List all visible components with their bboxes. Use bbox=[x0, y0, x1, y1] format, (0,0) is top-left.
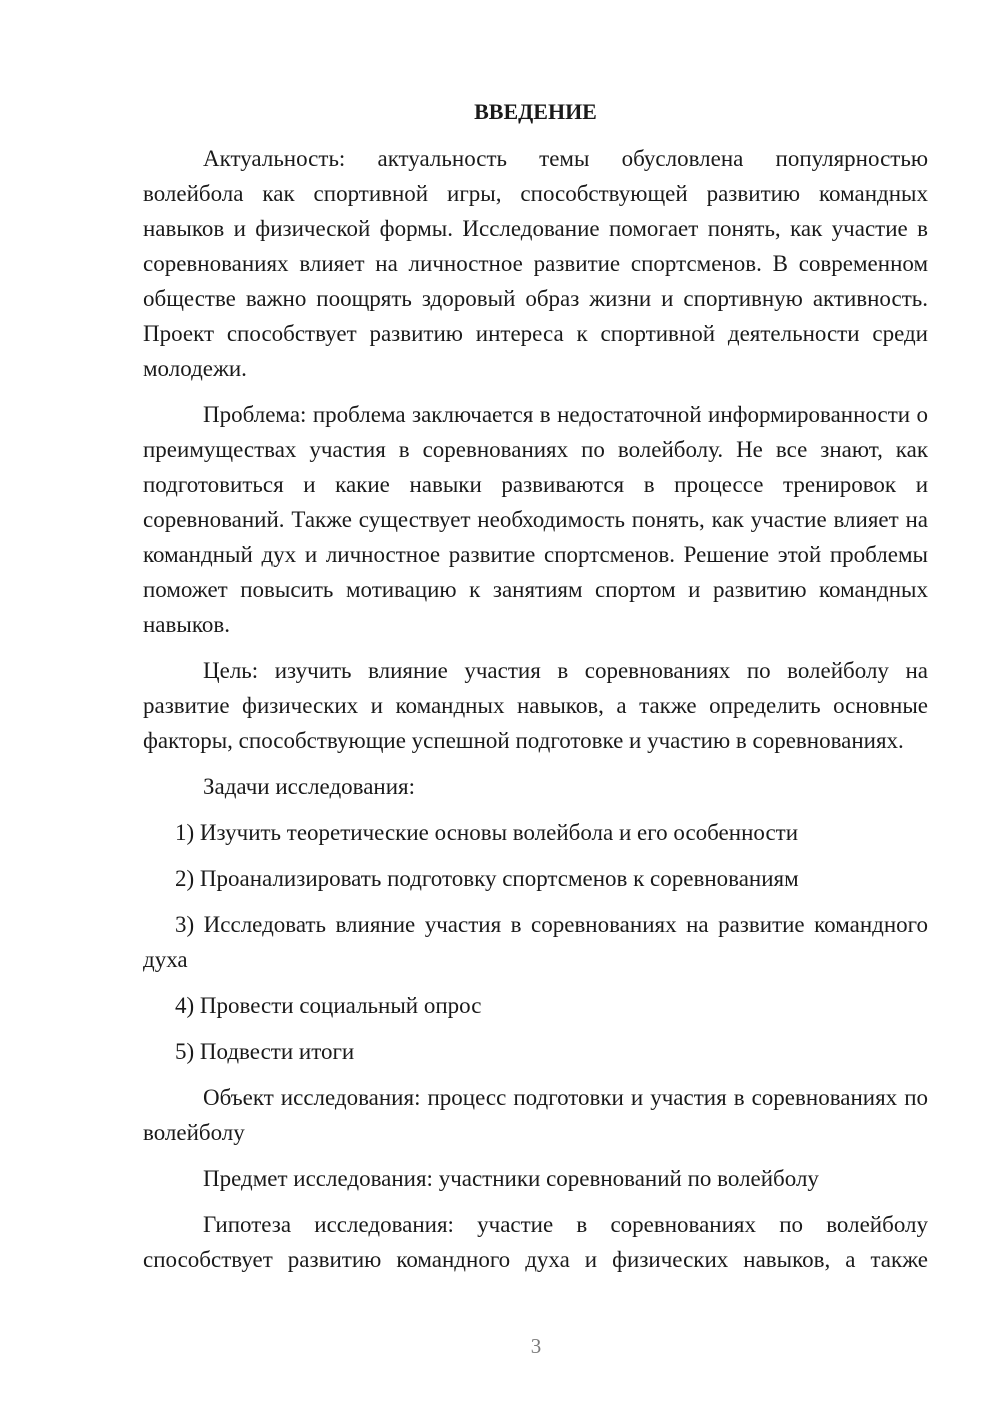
section-title: ВВЕДЕНИЕ bbox=[474, 99, 597, 124]
page-body bbox=[143, 94, 928, 1288]
goal-paragraph: Цель: изучить влияние участия в соревнованиях по волейболу на развитие физических и командных навыков, а также определить основные факторы, способствующие успешной подготовке и участию в соревнованиях. bbox=[143, 658, 928, 753]
problem-paragraph: Проблема: проблема заключается в недостаточной информированности о преимуществах участия в соревнованиях по волейболу. Не все знают, как подготовиться и какие навыки развиваются в процессе тренировок и соревнований. Также существует необходимость понять, как участие влияет на командный дух и личностное развитие спортсменов. Решение этой проблемы поможет повысить мотивацию к занятиям спортом и развитию командных навыков. bbox=[143, 402, 928, 637]
object-paragraph: Объект исследования: процесс подготовки и участия в соревнованиях по волейболу bbox=[143, 1085, 928, 1145]
relevance-paragraph: Актуальность: актуальность темы обусловлена популярностью волейбола как спортивной игры, способствующей развитию командных навыков и физической формы. Исследование помогает понять, как участие в соревнованиях влияет на личностное развитие спортсменов. В современном обществе важно поощрять здоровый образ жизни и спортивную активность. Проект способствует развитию интереса к спортивной деятельности среди молодежи. bbox=[143, 146, 928, 381]
task-item-4: 4) Провести социальный опрос bbox=[175, 993, 482, 1018]
task-item-3: 3) Исследовать влияние участия в соревнованиях на развитие командного духа bbox=[143, 912, 928, 972]
tasks-heading: Задачи исследования: bbox=[203, 774, 416, 799]
hypothesis-paragraph: Гипотеза исследования: участие в соревнованиях по волейболу способствует развитию командного духа и физических навыков, а также bbox=[143, 1212, 928, 1272]
task-item-5: 5) Подвести итоги bbox=[175, 1039, 355, 1064]
task-item-2: 2) Проанализировать подготовку спортсменов к соревнованиям bbox=[175, 866, 799, 891]
subject-paragraph: Предмет исследования: участники соревнований по волейболу bbox=[203, 1166, 819, 1191]
page-number: 3 bbox=[530, 1334, 542, 1358]
task-item-1: 1) Изучить теоретические основы волейбола и его особенности bbox=[175, 820, 799, 845]
